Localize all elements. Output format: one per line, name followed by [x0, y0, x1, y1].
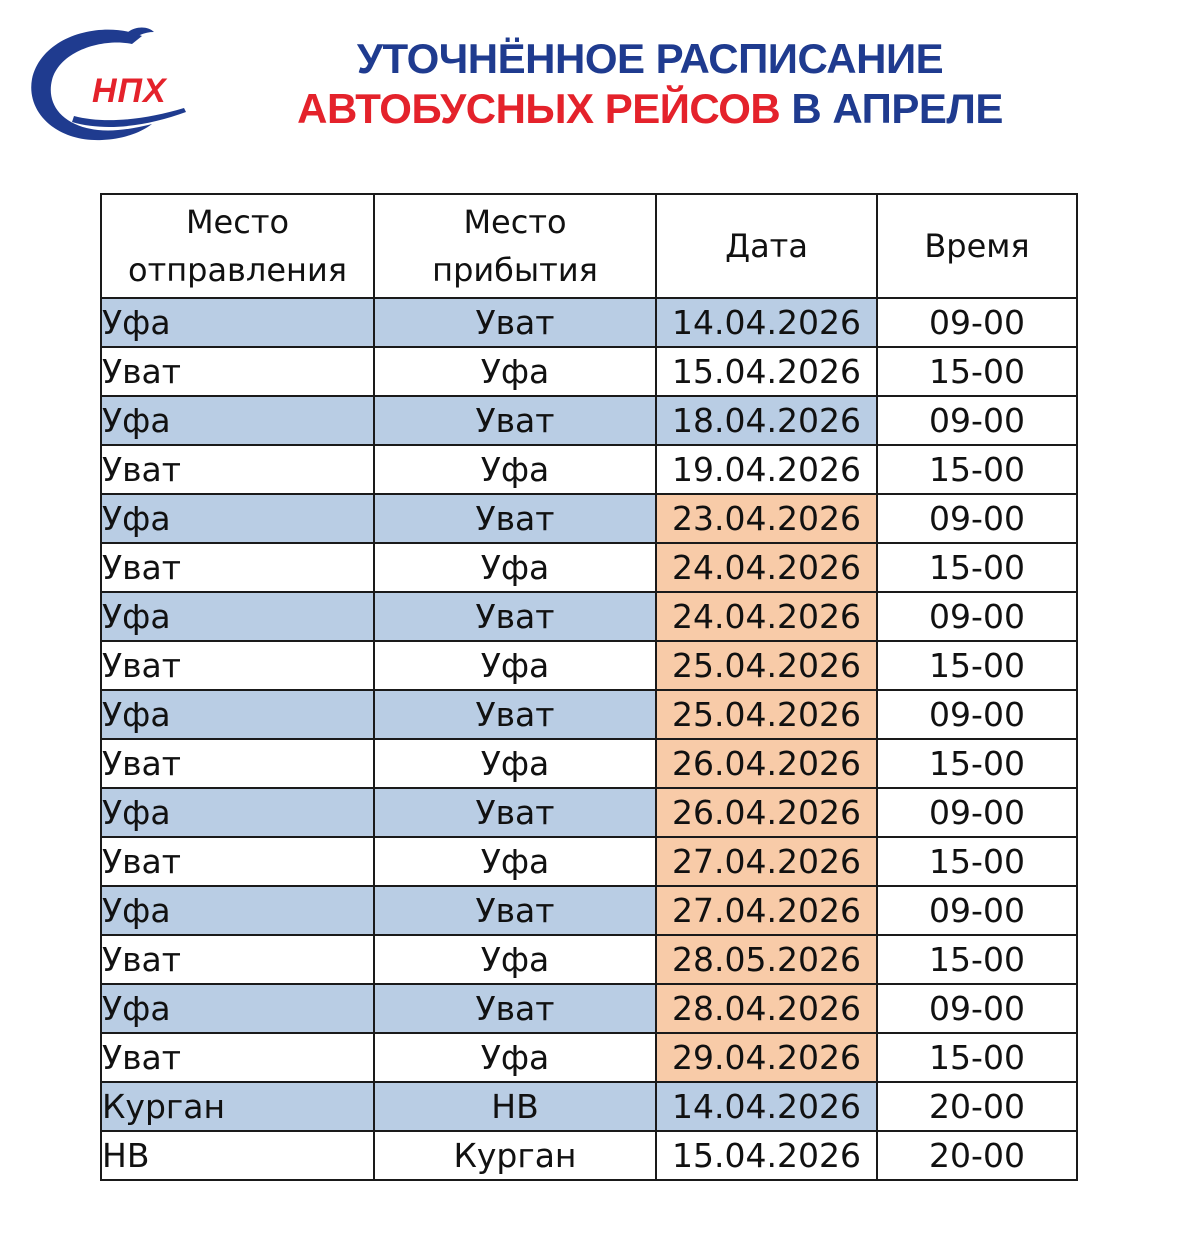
cell-time: 15-00	[877, 739, 1077, 788]
cell-arrival: НВ	[374, 1082, 656, 1131]
title-line-2-red: АВТОБУСНЫХ РЕЙСОВ	[297, 85, 781, 132]
cell-arrival: Уфа	[374, 347, 656, 396]
cell-arrival: Уват	[374, 690, 656, 739]
cell-time: 15-00	[877, 837, 1077, 886]
cell-date: 28.05.2026	[656, 935, 877, 984]
table-row	[101, 298, 1077, 347]
svg-text:НПХ: НПХ	[92, 72, 167, 110]
title-line-2-blue: В АПРЕЛЕ	[791, 85, 1003, 132]
table-row	[101, 396, 1077, 445]
cell-departure: Курган	[101, 1082, 374, 1131]
page-title	[280, 34, 1020, 134]
cell-time: 20-00	[877, 1082, 1077, 1131]
table-header-row	[101, 194, 1077, 298]
cell-time: 15-00	[877, 1033, 1077, 1082]
table-row	[101, 788, 1077, 837]
cell-time: 20-00	[877, 1131, 1077, 1180]
cell-departure: Уфа	[101, 886, 374, 935]
cell-departure: Уват	[101, 347, 374, 396]
cell-time: 09-00	[877, 396, 1077, 445]
cell-time: 09-00	[877, 984, 1077, 1033]
cell-departure: Уват	[101, 1033, 374, 1082]
header-date: Дата	[656, 194, 877, 298]
cell-time: 09-00	[877, 788, 1077, 837]
schedule-table	[100, 193, 1078, 1181]
table-row	[101, 984, 1077, 1033]
cell-date: 24.04.2026	[656, 592, 877, 641]
cell-departure: Уват	[101, 837, 374, 886]
cell-date: 14.04.2026	[656, 298, 877, 347]
schedule-body	[101, 298, 1077, 1180]
cell-date: 15.04.2026	[656, 347, 877, 396]
cell-departure: Уфа	[101, 298, 374, 347]
cell-arrival: Уват	[374, 788, 656, 837]
cell-date: 26.04.2026	[656, 739, 877, 788]
table-row	[101, 1131, 1077, 1180]
company-logo	[24, 24, 194, 148]
cell-time: 15-00	[877, 641, 1077, 690]
cell-date: 25.04.2026	[656, 690, 877, 739]
cell-departure: Уфа	[101, 494, 374, 543]
cell-time: 15-00	[877, 935, 1077, 984]
cell-arrival: Уфа	[374, 641, 656, 690]
cell-date: 24.04.2026	[656, 543, 877, 592]
cell-departure: Уват	[101, 739, 374, 788]
table-row	[101, 739, 1077, 788]
table-row	[101, 445, 1077, 494]
cell-departure: Уфа	[101, 690, 374, 739]
cell-date: 19.04.2026	[656, 445, 877, 494]
cell-arrival: Уфа	[374, 935, 656, 984]
cell-departure: Уфа	[101, 984, 374, 1033]
cell-arrival: Уфа	[374, 739, 656, 788]
cell-departure: НВ	[101, 1131, 374, 1180]
cell-departure: Уват	[101, 641, 374, 690]
table-row	[101, 690, 1077, 739]
table-row	[101, 347, 1077, 396]
cell-date: 28.04.2026	[656, 984, 877, 1033]
cell-time: 09-00	[877, 494, 1077, 543]
cell-arrival: Уфа	[374, 445, 656, 494]
cell-departure: Уват	[101, 543, 374, 592]
cell-departure: Уват	[101, 935, 374, 984]
table-row	[101, 641, 1077, 690]
cell-arrival: Курган	[374, 1131, 656, 1180]
cell-time: 15-00	[877, 347, 1077, 396]
cell-time: 09-00	[877, 298, 1077, 347]
cell-time: 15-00	[877, 445, 1077, 494]
header-departure: Место отправления	[101, 194, 374, 298]
cell-date: 26.04.2026	[656, 788, 877, 837]
cell-arrival: Уват	[374, 984, 656, 1033]
cell-arrival: Уват	[374, 396, 656, 445]
cell-arrival: Уват	[374, 298, 656, 347]
header-time: Время	[877, 194, 1077, 298]
cell-date: 25.04.2026	[656, 641, 877, 690]
logo-mark	[24, 24, 194, 148]
cell-departure: Уват	[101, 445, 374, 494]
cell-arrival: Уфа	[374, 543, 656, 592]
cell-date: 14.04.2026	[656, 1082, 877, 1131]
cell-time: 09-00	[877, 886, 1077, 935]
header-arrival: Место прибытия	[374, 194, 656, 298]
cell-arrival: Уват	[374, 494, 656, 543]
table-row	[101, 837, 1077, 886]
cell-departure: Уфа	[101, 396, 374, 445]
cell-time: 09-00	[877, 690, 1077, 739]
table-row	[101, 494, 1077, 543]
cell-date: 29.04.2026	[656, 1033, 877, 1082]
title-line-1: УТОЧНЁННОЕ РАСПИСАНИЕ	[356, 35, 944, 82]
cell-date: 23.04.2026	[656, 494, 877, 543]
cell-arrival: Уфа	[374, 837, 656, 886]
table-row	[101, 543, 1077, 592]
cell-date: 27.04.2026	[656, 837, 877, 886]
table-row	[101, 592, 1077, 641]
cell-departure: Уфа	[101, 788, 374, 837]
table-row	[101, 1082, 1077, 1131]
cell-departure: Уфа	[101, 592, 374, 641]
cell-time: 15-00	[877, 543, 1077, 592]
table-row	[101, 935, 1077, 984]
cell-time: 09-00	[877, 592, 1077, 641]
cell-arrival: Уват	[374, 592, 656, 641]
cell-arrival: Уват	[374, 886, 656, 935]
cell-date: 18.04.2026	[656, 396, 877, 445]
cell-arrival: Уфа	[374, 1033, 656, 1082]
title-line-2	[280, 84, 1020, 134]
cell-date: 27.04.2026	[656, 886, 877, 935]
table-row	[101, 886, 1077, 935]
cell-date: 15.04.2026	[656, 1131, 877, 1180]
table-row	[101, 1033, 1077, 1082]
